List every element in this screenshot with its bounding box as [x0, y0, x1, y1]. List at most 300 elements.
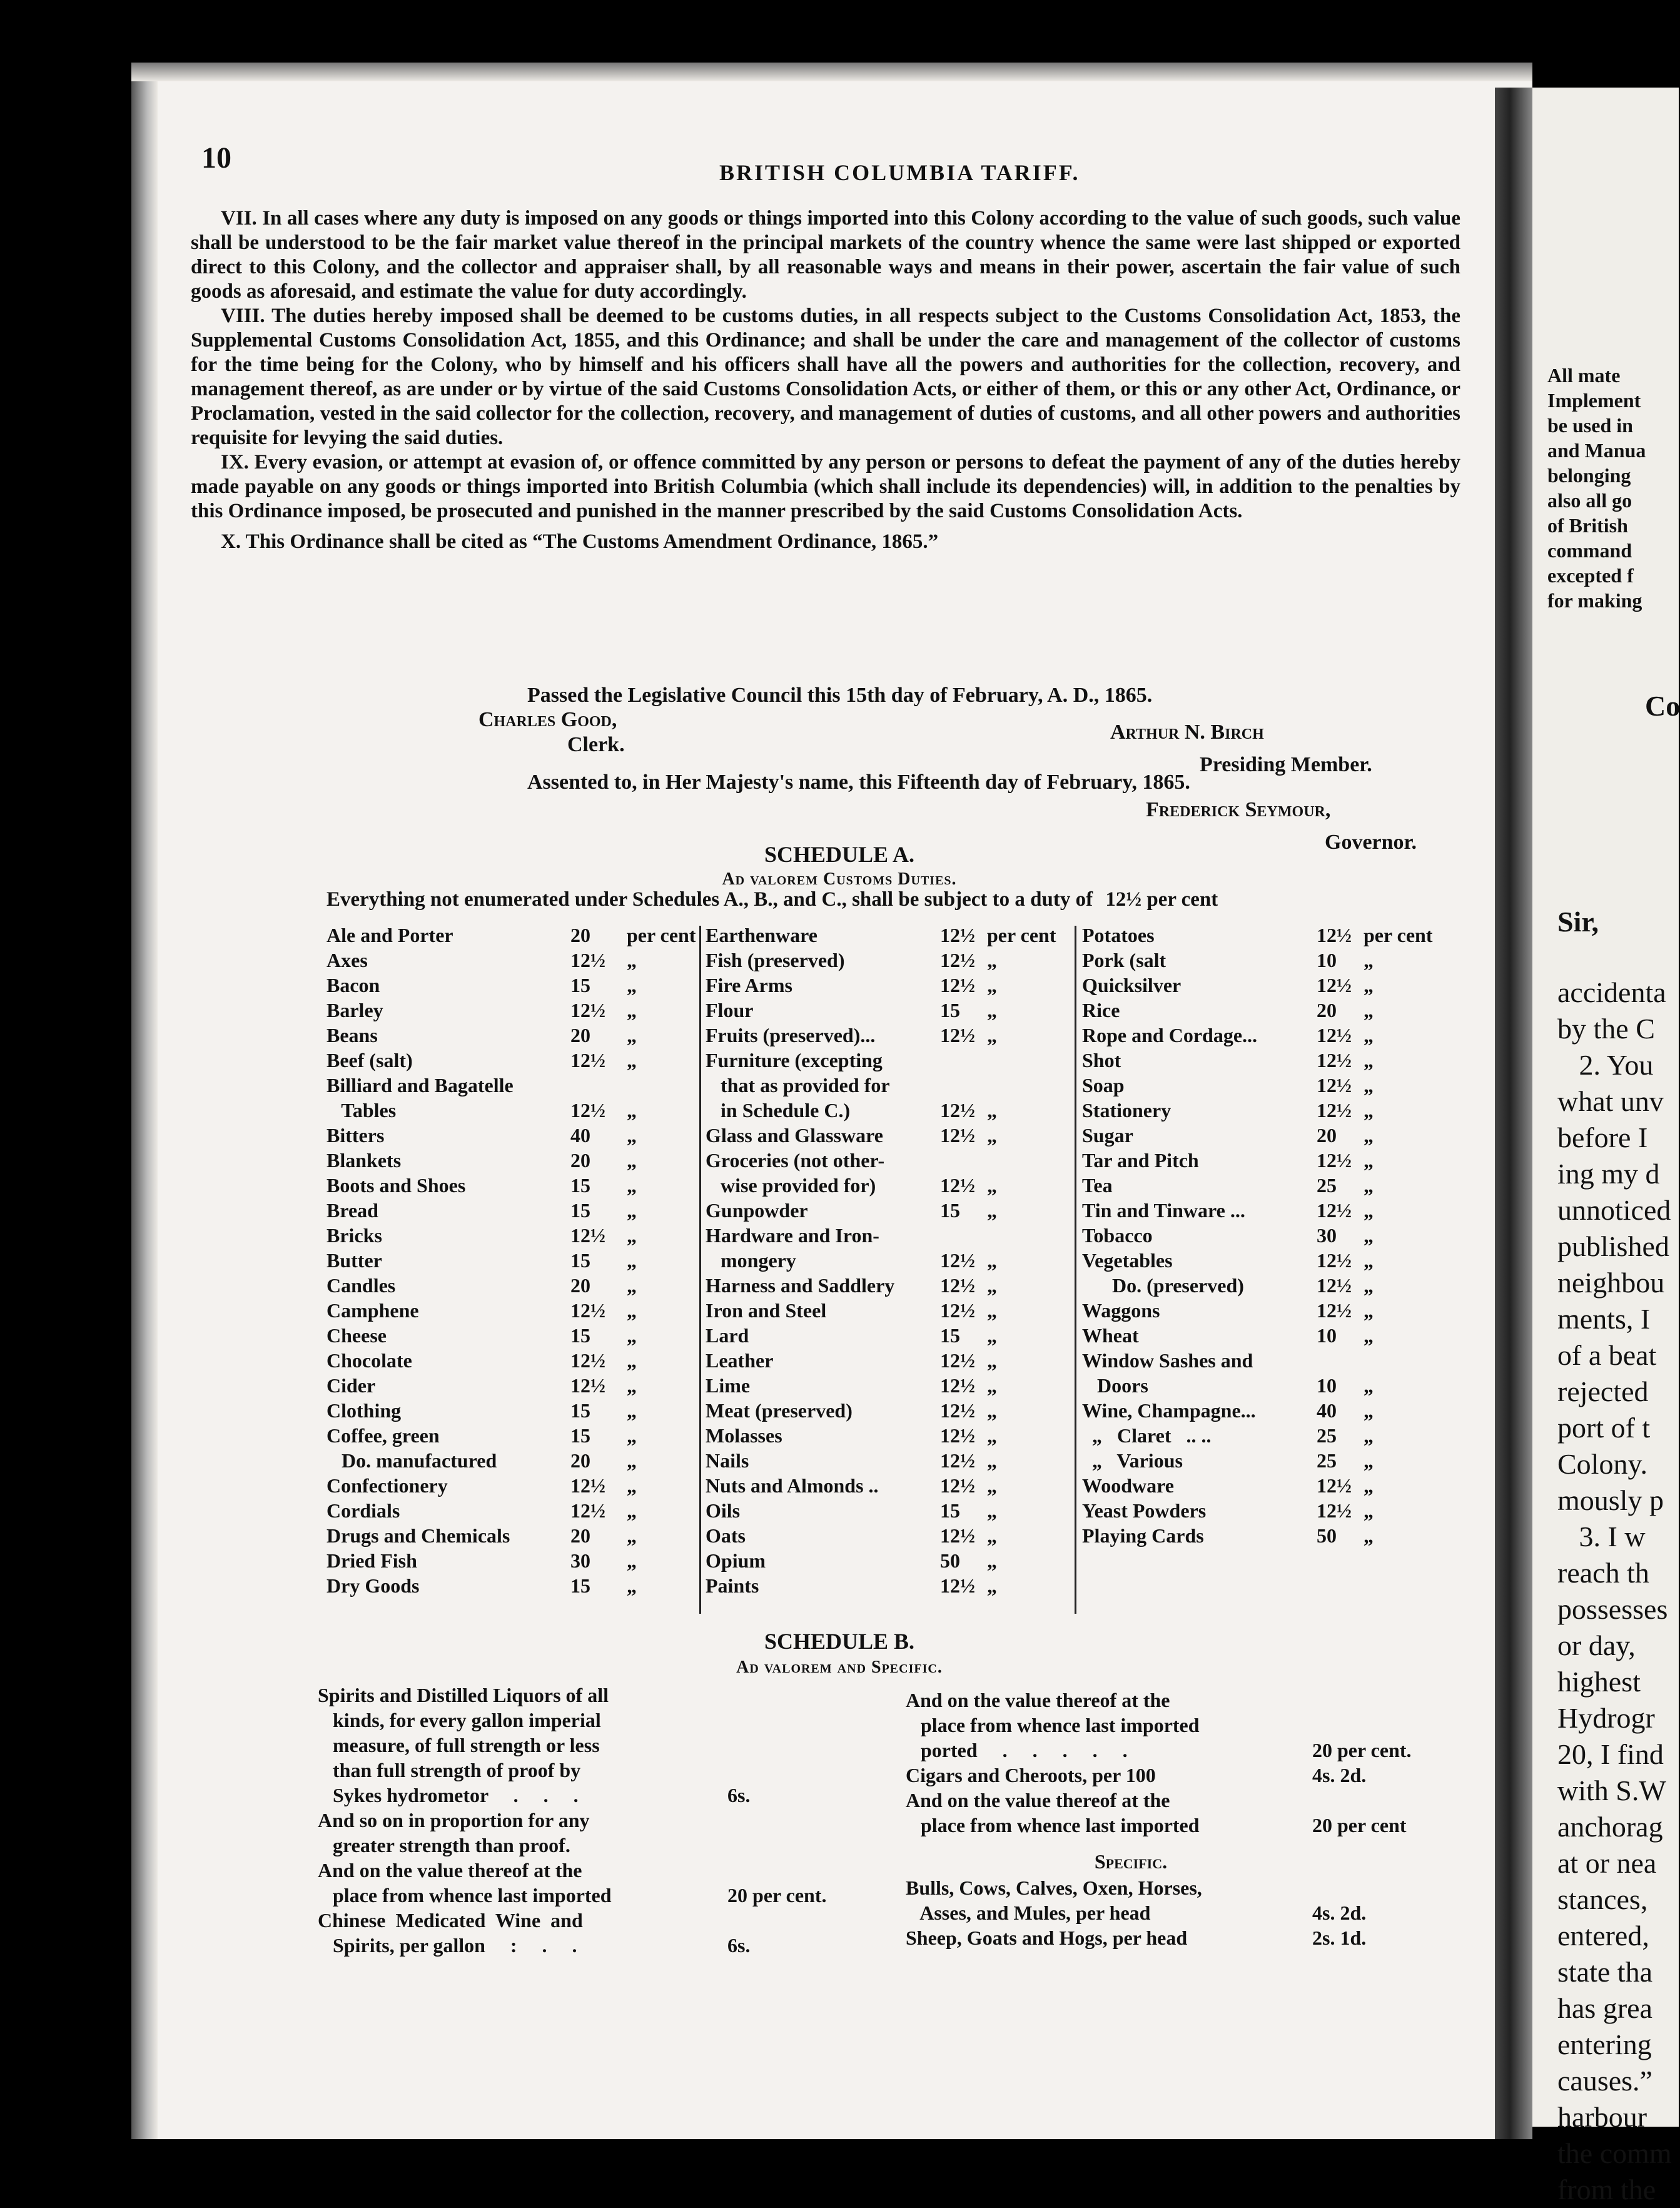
tariff-item-rate [940, 1073, 987, 1098]
facing-text-line: mously p [1557, 1484, 1664, 1516]
tariff-item-name: „ Claret .. .. [1082, 1424, 1212, 1447]
tariff-row [706, 998, 1075, 1023]
schedule-b-line [906, 1875, 1444, 1900]
tariff-row [326, 1548, 696, 1573]
tariff-item-rate: 20 [570, 1524, 590, 1547]
tariff-item-unit: „ [627, 1099, 637, 1122]
tariff-item-rate: 12½ [1317, 974, 1352, 996]
section-viii: VIII. The duties hereby imposed shall be deemed to be customs duties, in all respects subject to the Customs Consolidation Act, 1853, the Supplemental Customs Consolidation Act, 1855, and this Ordinance; and shall be under the care and management of the collector of customs for the time being for the Colony, who by himself and his officers shall have all the powers and authorities for the collection, recovery, and management thereof, as are under or by virtue of the said Customs Consolidation Acts, or either of them, or this or any other Act, Ordinance, or Proclamation, vested in the said collector for the collection, recovery, and management of duties of customs, and all other powers and authorities requisite for levying the said duties. [191, 305, 1460, 449]
schedule-b-text: And so on in proportion for any [318, 1809, 590, 1831]
schedule-a-intro-rate: 12½ per cent [1105, 888, 1218, 911]
tariff-item-unit [1364, 1348, 1457, 1373]
tariff-row [326, 1473, 696, 1498]
tariff-item-rate: 12½ [1317, 1249, 1352, 1272]
facing-text-line: entered, [1557, 1920, 1649, 1952]
tariff-item-name: Nuts and Almonds .. [706, 1474, 879, 1497]
tariff-item-name: Lime [706, 1374, 751, 1397]
tariff-item-unit: „ [627, 1549, 637, 1572]
tariff-item-unit: „ [1364, 1074, 1374, 1096]
facing-bold-line: Implement [1547, 389, 1641, 412]
facing-text-line: what unv [1557, 1085, 1664, 1117]
schedule-a-subtitle: Ad valorem Customs Duties. [722, 869, 957, 889]
schedule-a-title: SCHEDULE A. [764, 842, 915, 867]
tariff-item-rate: 15 [940, 1324, 960, 1347]
schedule-b-line [318, 1908, 918, 1933]
tariff-item-rate: 12½ [940, 1449, 975, 1472]
tariff-item-unit: „ [1364, 1299, 1374, 1322]
tariff-item-unit: „ [627, 1149, 637, 1172]
tariff-item-name: Nails [706, 1449, 749, 1472]
tariff-item-name: Hardware and Iron- [706, 1224, 879, 1247]
tariff-item-name: Vegetables [1082, 1249, 1173, 1272]
schedule-b-line [906, 1788, 1444, 1813]
tariff-item-rate: 20 [570, 1449, 590, 1472]
tariff-row [706, 1248, 1075, 1273]
tariff-item-name: wise provided for) [706, 1174, 876, 1197]
schedule-b-text: ported . . . . . [906, 1739, 1128, 1761]
tariff-item-unit [987, 1148, 1075, 1173]
tariff-item-name: Oats [706, 1524, 746, 1547]
tariff-row [1082, 1323, 1457, 1348]
tariff-row [326, 1223, 696, 1248]
facing-text-line: highest [1557, 1666, 1641, 1698]
tariff-item-name: Iron and Steel [706, 1299, 827, 1322]
tariff-item-unit: „ [987, 1524, 997, 1547]
schedule-b-text: Sheep, Goats and Hogs, per head [906, 1927, 1188, 1949]
tariff-row [706, 1273, 1075, 1298]
tariff-item-unit [987, 1048, 1075, 1073]
tariff-item-unit: „ [1364, 949, 1374, 971]
schedule-b-right [906, 1688, 1444, 1950]
facing-text-line: neighbou [1557, 1267, 1665, 1299]
tariff-row [326, 1073, 696, 1098]
running-head: BRITISH COLUMBIA TARIFF. [719, 160, 1080, 185]
tariff-item-unit: „ [1364, 1274, 1374, 1297]
tariff-item-unit: „ [627, 1024, 637, 1046]
tariff-item-unit: „ [627, 1174, 637, 1197]
tariff-item-unit: „ [987, 1374, 997, 1397]
tariff-item-unit: „ [627, 1049, 637, 1071]
facing-text-line: possesses [1557, 1593, 1668, 1625]
tariff-row [1082, 1048, 1457, 1073]
tariff-row [706, 1148, 1075, 1173]
schedule-b-line [318, 1783, 918, 1808]
tariff-item-rate: 15 [570, 1249, 590, 1272]
tariff-item-name: Tables [326, 1099, 397, 1122]
tariff-item-rate: 12½ [1317, 1199, 1352, 1222]
tariff-item-name: Gunpowder [706, 1199, 808, 1222]
tariff-row [326, 1098, 696, 1123]
tariff-item-rate: 12½ [940, 1024, 975, 1046]
tariff-row [326, 1198, 696, 1223]
tariff-item-rate: 15 [940, 999, 960, 1021]
schedule-b-text: than full strength of proof by [318, 1759, 581, 1781]
schedule-b-line [906, 1738, 1444, 1763]
schedule-b-title: SCHEDULE B. [764, 1629, 915, 1654]
tariff-row [706, 1348, 1075, 1373]
schedule-b-value: 2s. 1d. [1312, 1927, 1367, 1949]
tariff-item-unit: „ [1364, 1399, 1374, 1422]
tariff-item-rate: 12½ [570, 1099, 605, 1122]
tariff-row [1082, 1023, 1457, 1048]
tariff-row [1082, 923, 1457, 948]
schedule-b-line [318, 1758, 918, 1783]
tariff-item-name: Harness and Saddlery [706, 1274, 895, 1297]
tariff-item-name: Flour [706, 999, 754, 1021]
tariff-item-name: Bricks [326, 1224, 382, 1247]
facing-text-line: published [1557, 1230, 1669, 1262]
facing-text-line: accidenta [1557, 976, 1666, 1008]
clerk-title: Clerk. [567, 733, 625, 756]
tariff-item-rate: 12½ [940, 949, 975, 971]
tariff-item-unit: „ [627, 1524, 637, 1547]
tariff-row [706, 948, 1075, 973]
column-rule-1 [699, 926, 701, 1614]
tariff-item-unit: „ [987, 999, 997, 1021]
tariff-item-name: Shot [1082, 1049, 1121, 1071]
facing-text-line: Colony. [1557, 1448, 1647, 1480]
tariff-item-rate: 15 [570, 1424, 590, 1447]
tariff-item-rate: 12½ [1317, 1149, 1352, 1172]
tariff-item-rate [940, 1223, 987, 1248]
schedule-b-line [318, 1858, 918, 1883]
facing-bold-line: for making [1547, 589, 1642, 612]
schedule-b-text: Asses, and Mules, per head [906, 1902, 1151, 1924]
tariff-item-name: mongery [706, 1249, 796, 1272]
schedule-a-column-2 [706, 923, 1075, 1598]
tariff-row [1082, 1348, 1457, 1373]
tariff-item-rate [940, 1148, 987, 1173]
schedule-b-text: place from whence last imported [906, 1714, 1200, 1736]
tariff-item-name: Doors [1082, 1374, 1148, 1397]
tariff-item-rate: 12½ [940, 1424, 975, 1447]
schedule-b-text: place from whence last imported [318, 1884, 612, 1907]
tariff-row [706, 1073, 1075, 1098]
tariff-item-unit: „ [1364, 1174, 1374, 1197]
tariff-item-rate: 12½ [1317, 1074, 1352, 1096]
tariff-item-rate: 40 [1317, 1399, 1337, 1422]
tariff-item-name: Wine, Champagne... [1082, 1399, 1256, 1422]
assented-line: Assented to, in Her Majesty's name, this Fifteenth day of February, 1865. [527, 771, 1190, 794]
tariff-item-unit [987, 1073, 1075, 1098]
tariff-item-name: Soap [1082, 1074, 1125, 1096]
facing-text-line: 2. You [1557, 1049, 1654, 1081]
tariff-row [706, 1173, 1075, 1198]
schedule-b-text: Spirits and Distilled Liquors of all [318, 1684, 609, 1706]
tariff-item-name: Barley [326, 999, 383, 1021]
tariff-item-unit: „ [987, 1399, 997, 1422]
schedule-b-text: Sykes hydrometor . . . [318, 1784, 579, 1806]
tariff-item-unit: „ [987, 1099, 997, 1122]
tariff-item-unit: „ [987, 949, 997, 971]
schedule-b-line [906, 1713, 1444, 1738]
facing-text-line: anchorag [1557, 1811, 1663, 1843]
tariff-item-rate: 12½ [940, 1174, 975, 1197]
tariff-item-rate: 12½ [570, 1224, 605, 1247]
tariff-item-rate: 20 [1317, 999, 1337, 1021]
tariff-row [326, 1448, 696, 1473]
tariff-item-name: Lard [706, 1324, 749, 1347]
tariff-item-rate: 12½ [940, 924, 975, 946]
tariff-item-rate: 12½ [940, 1474, 975, 1497]
schedule-a-intro [326, 888, 1218, 911]
tariff-item-name: „ Various [1082, 1449, 1183, 1472]
facing-text-line: 3. I w [1557, 1521, 1646, 1552]
tariff-item-unit: „ [627, 1199, 637, 1222]
schedule-b-subtitle: Ad valorem and Specific. [736, 1658, 943, 1677]
tariff-item-rate: 12½ [940, 1374, 975, 1397]
facing-text-line: at or nea [1557, 1847, 1657, 1879]
tariff-item-unit: „ [987, 1499, 997, 1522]
schedule-b-line [318, 1833, 918, 1858]
tariff-item-unit: „ [627, 1124, 637, 1147]
tariff-item-rate: 30 [1317, 1224, 1337, 1247]
facing-text-line: Hydrogr [1557, 1702, 1655, 1734]
tariff-item-unit: „ [987, 1274, 997, 1297]
tariff-item-name: Earthenware [706, 924, 817, 946]
facing-text-line: the comm [1557, 2137, 1672, 2169]
tariff-item-unit: „ [1364, 1249, 1374, 1272]
tariff-row [1082, 1298, 1457, 1323]
tariff-item-name: Bread [326, 1199, 378, 1222]
tariff-item-rate: 15 [940, 1499, 960, 1522]
tariff-item-name: that as provided for [706, 1074, 890, 1096]
tariff-row [706, 1473, 1075, 1498]
facing-text-line: from the [1557, 2174, 1656, 2205]
schedule-b-line [318, 1708, 918, 1733]
schedule-b-text: Bulls, Cows, Calves, Oxen, Horses, [906, 1876, 1202, 1899]
tariff-item-rate: 20 [570, 1149, 590, 1172]
tariff-item-rate: 10 [1317, 1374, 1337, 1397]
tariff-item-name: Wheat [1082, 1324, 1139, 1347]
tariff-row [1082, 1098, 1457, 1123]
tariff-row [706, 1398, 1075, 1423]
tariff-item-name: Cider [326, 1374, 376, 1397]
tariff-item-unit: „ [987, 1174, 997, 1197]
tariff-item-unit: „ [1364, 1024, 1374, 1046]
section-vii: VII. In all cases where any duty is imposed on any goods or things imported into this Colony according to the value of such goods, such value shall be understood to be the fair market value thereof in the principal markets of the country whence the same were last shipped or exported direct to this Colony, and the collector and appraiser shall, by all reasonable ways and means in their power, ascertain the fair value of such goods as aforesaid, and estimate the value for duty accordingly. [191, 207, 1460, 303]
tariff-item-rate: 15 [570, 1324, 590, 1347]
schedule-b-line [318, 1933, 918, 1958]
schedule-b-value: 4s. 2d. [1312, 1764, 1367, 1786]
tariff-row [706, 1373, 1075, 1398]
tariff-item-name: Dry Goods [326, 1574, 420, 1597]
tariff-row [706, 1098, 1075, 1123]
tariff-item-unit: „ [627, 1449, 637, 1472]
tariff-item-rate: 12½ [570, 999, 605, 1021]
tariff-row [1082, 1123, 1457, 1148]
tariff-row [1082, 1198, 1457, 1223]
tariff-item-name: Do. manufactured [326, 1449, 497, 1472]
schedule-b-line [906, 1813, 1444, 1838]
tariff-item-rate: 12½ [940, 1524, 975, 1547]
tariff-item-name: Sugar [1082, 1124, 1133, 1147]
schedule-b-line [906, 1763, 1444, 1788]
tariff-row [706, 1298, 1075, 1323]
tariff-item-name: Beef (salt) [326, 1049, 413, 1071]
tariff-item-rate: 12½ [1317, 1299, 1352, 1322]
tariff-item-unit: „ [1364, 1099, 1374, 1122]
tariff-item-rate: 12½ [940, 1399, 975, 1422]
tariff-row [706, 1123, 1075, 1148]
facing-text-line: harbour [1557, 2101, 1647, 2133]
tariff-item-unit: per cent [1364, 924, 1433, 946]
tariff-item-name: Fruits (preserved)... [706, 1024, 876, 1046]
tariff-item-name: Oils [706, 1499, 741, 1522]
tariff-item-name: Quicksilver [1082, 974, 1182, 996]
governor-title: Governor. [1325, 831, 1417, 854]
tariff-row [706, 1448, 1075, 1473]
facing-text-line: unnoticed [1557, 1194, 1671, 1226]
tariff-row [706, 1523, 1075, 1548]
tariff-row [1082, 1498, 1457, 1523]
schedule-b-line [906, 1688, 1444, 1713]
tariff-item-name: Rope and Cordage... [1082, 1024, 1258, 1046]
tariff-item-unit: „ [1364, 1199, 1374, 1222]
governor-name: Frederick Seymour, [1146, 798, 1331, 821]
tariff-item-rate: 12½ [1317, 1024, 1352, 1046]
schedule-b-line [318, 1808, 918, 1833]
tariff-item-name: Tar and Pitch [1082, 1149, 1199, 1172]
tariff-item-name: Bitters [326, 1124, 385, 1147]
tariff-item-rate: 12½ [1317, 1099, 1352, 1122]
tariff-item-unit: „ [987, 1024, 997, 1046]
facing-text-line: by the C [1557, 1013, 1655, 1045]
tariff-item-name: Camphene [326, 1299, 419, 1322]
tariff-item-name: Woodware [1082, 1474, 1174, 1497]
schedule-a-column-3 [1082, 923, 1457, 1548]
tariff-item-unit: „ [987, 1474, 997, 1497]
tariff-row [326, 998, 696, 1023]
tariff-item-name: Paints [706, 1574, 759, 1597]
tariff-row [1082, 1073, 1457, 1098]
tariff-row [706, 1548, 1075, 1573]
tariff-item-rate: 12½ [570, 1299, 605, 1322]
tariff-item-name: Butter [326, 1249, 382, 1272]
tariff-item-rate: 15 [570, 974, 590, 996]
section-x: X. This Ordinance shall be cited as “The Customs Amendment Ordinance, 1865.” [221, 530, 939, 553]
tariff-item-unit: „ [627, 1474, 637, 1497]
tariff-item-name: Ale and Porter [326, 924, 453, 946]
tariff-item-unit: „ [1364, 1149, 1374, 1172]
tariff-item-unit: „ [627, 1374, 637, 1397]
column-rule-2 [1075, 926, 1076, 1614]
tariff-row [326, 1123, 696, 1148]
tariff-item-name: Groceries (not other- [706, 1149, 885, 1172]
tariff-row [326, 1323, 696, 1348]
facing-bold-line: of British [1547, 514, 1628, 537]
tariff-item-rate: 12½ [570, 949, 605, 971]
tariff-item-rate: 12½ [570, 1474, 605, 1497]
schedule-b-value: 6s. [727, 1784, 751, 1806]
facing-bold-block [1547, 363, 1646, 613]
facing-bold-line: belonging [1547, 464, 1631, 487]
tariff-row [326, 1373, 696, 1398]
tariff-item-rate: 12½ [1317, 924, 1352, 946]
tariff-item-rate: 12½ [1317, 1499, 1352, 1522]
schedule-b-text: Cigars and Cheroots, per 100 [906, 1764, 1156, 1786]
tariff-item-name: Furniture (excepting [706, 1049, 883, 1071]
tariff-item-rate: 50 [1317, 1524, 1337, 1547]
tariff-item-unit: „ [987, 1549, 997, 1572]
tariff-item-name: Opium [706, 1549, 766, 1572]
tariff-item-name: Cheese [326, 1324, 387, 1347]
tariff-item-name: Tea [1082, 1174, 1113, 1197]
tariff-item-name: Tin and Tinware ... [1082, 1199, 1245, 1222]
tariff-item-rate: 12½ [940, 1124, 975, 1147]
tariff-row [1082, 998, 1457, 1023]
tariff-item-unit: „ [1364, 999, 1374, 1021]
facing-text-line: causes.” [1557, 2065, 1652, 2097]
tariff-item-unit: „ [627, 1299, 637, 1322]
facing-text-block [1557, 975, 1672, 2208]
tariff-row [326, 1148, 696, 1173]
schedule-b-text: And on the value thereof at the [906, 1789, 1170, 1811]
facing-text-line: or day, [1557, 1629, 1636, 1661]
tariff-row [326, 1173, 696, 1198]
tariff-row [326, 1498, 696, 1523]
schedule-b-value: 20 per cent. [727, 1884, 827, 1907]
tariff-item-name: Stationery [1082, 1099, 1171, 1122]
tariff-item-rate: 12½ [940, 1249, 975, 1272]
facing-page [1532, 88, 1680, 2205]
tariff-item-name: Rice [1082, 999, 1120, 1021]
tariff-row [326, 1048, 696, 1073]
tariff-item-rate: 50 [940, 1549, 960, 1572]
tariff-item-unit: „ [987, 1574, 997, 1597]
schedule-b-line [906, 1900, 1444, 1925]
facing-text-line: ing my d [1557, 1158, 1660, 1190]
tariff-item-unit [627, 1073, 696, 1098]
tariff-item-unit: „ [1364, 1449, 1374, 1472]
tariff-item-rate: 12½ [1317, 1049, 1352, 1071]
tariff-item-rate: 12½ [940, 1349, 975, 1372]
schedule-b-text: Spirits, per gallon : . . [318, 1934, 577, 1957]
schedule-b-line [318, 1683, 918, 1708]
facing-text-line: state tha [1557, 1956, 1652, 1988]
tariff-item-rate: 15 [570, 1399, 590, 1422]
tariff-row [326, 1298, 696, 1323]
schedule-b-line [906, 1925, 1444, 1950]
tariff-item-unit: „ [987, 1449, 997, 1472]
tariff-item-unit: „ [627, 1274, 637, 1297]
tariff-item-rate [1317, 1348, 1364, 1373]
tariff-item-name: Bacon [326, 974, 380, 996]
tariff-item-name: Chocolate [326, 1349, 412, 1372]
tariff-item-unit: „ [627, 974, 637, 996]
tariff-row [706, 1223, 1075, 1248]
tariff-item-unit: „ [1364, 1124, 1374, 1147]
schedule-b-text: measure, of full strength or less [318, 1734, 600, 1756]
tariff-item-rate: 25 [1317, 1174, 1337, 1197]
schedule-b-value: 20 per cent [1312, 1814, 1407, 1836]
facing-bold-line: excepted f [1547, 564, 1634, 587]
tariff-row [706, 1023, 1075, 1048]
tariff-item-unit: per cent [627, 924, 696, 946]
tariff-item-unit: „ [627, 949, 637, 971]
tariff-item-rate: 25 [1317, 1424, 1337, 1447]
tariff-item-name: Boots and Shoes [326, 1174, 466, 1197]
tariff-row [1082, 1398, 1457, 1423]
facing-text-line: of a beat [1557, 1339, 1657, 1371]
tariff-item-rate: 20 [1317, 1124, 1337, 1147]
tariff-item-rate [940, 1048, 987, 1073]
tariff-row [1082, 948, 1457, 973]
tariff-row [326, 1348, 696, 1373]
tariff-row [1082, 973, 1457, 998]
tariff-row [706, 923, 1075, 948]
tariff-item-unit: „ [987, 1424, 997, 1447]
